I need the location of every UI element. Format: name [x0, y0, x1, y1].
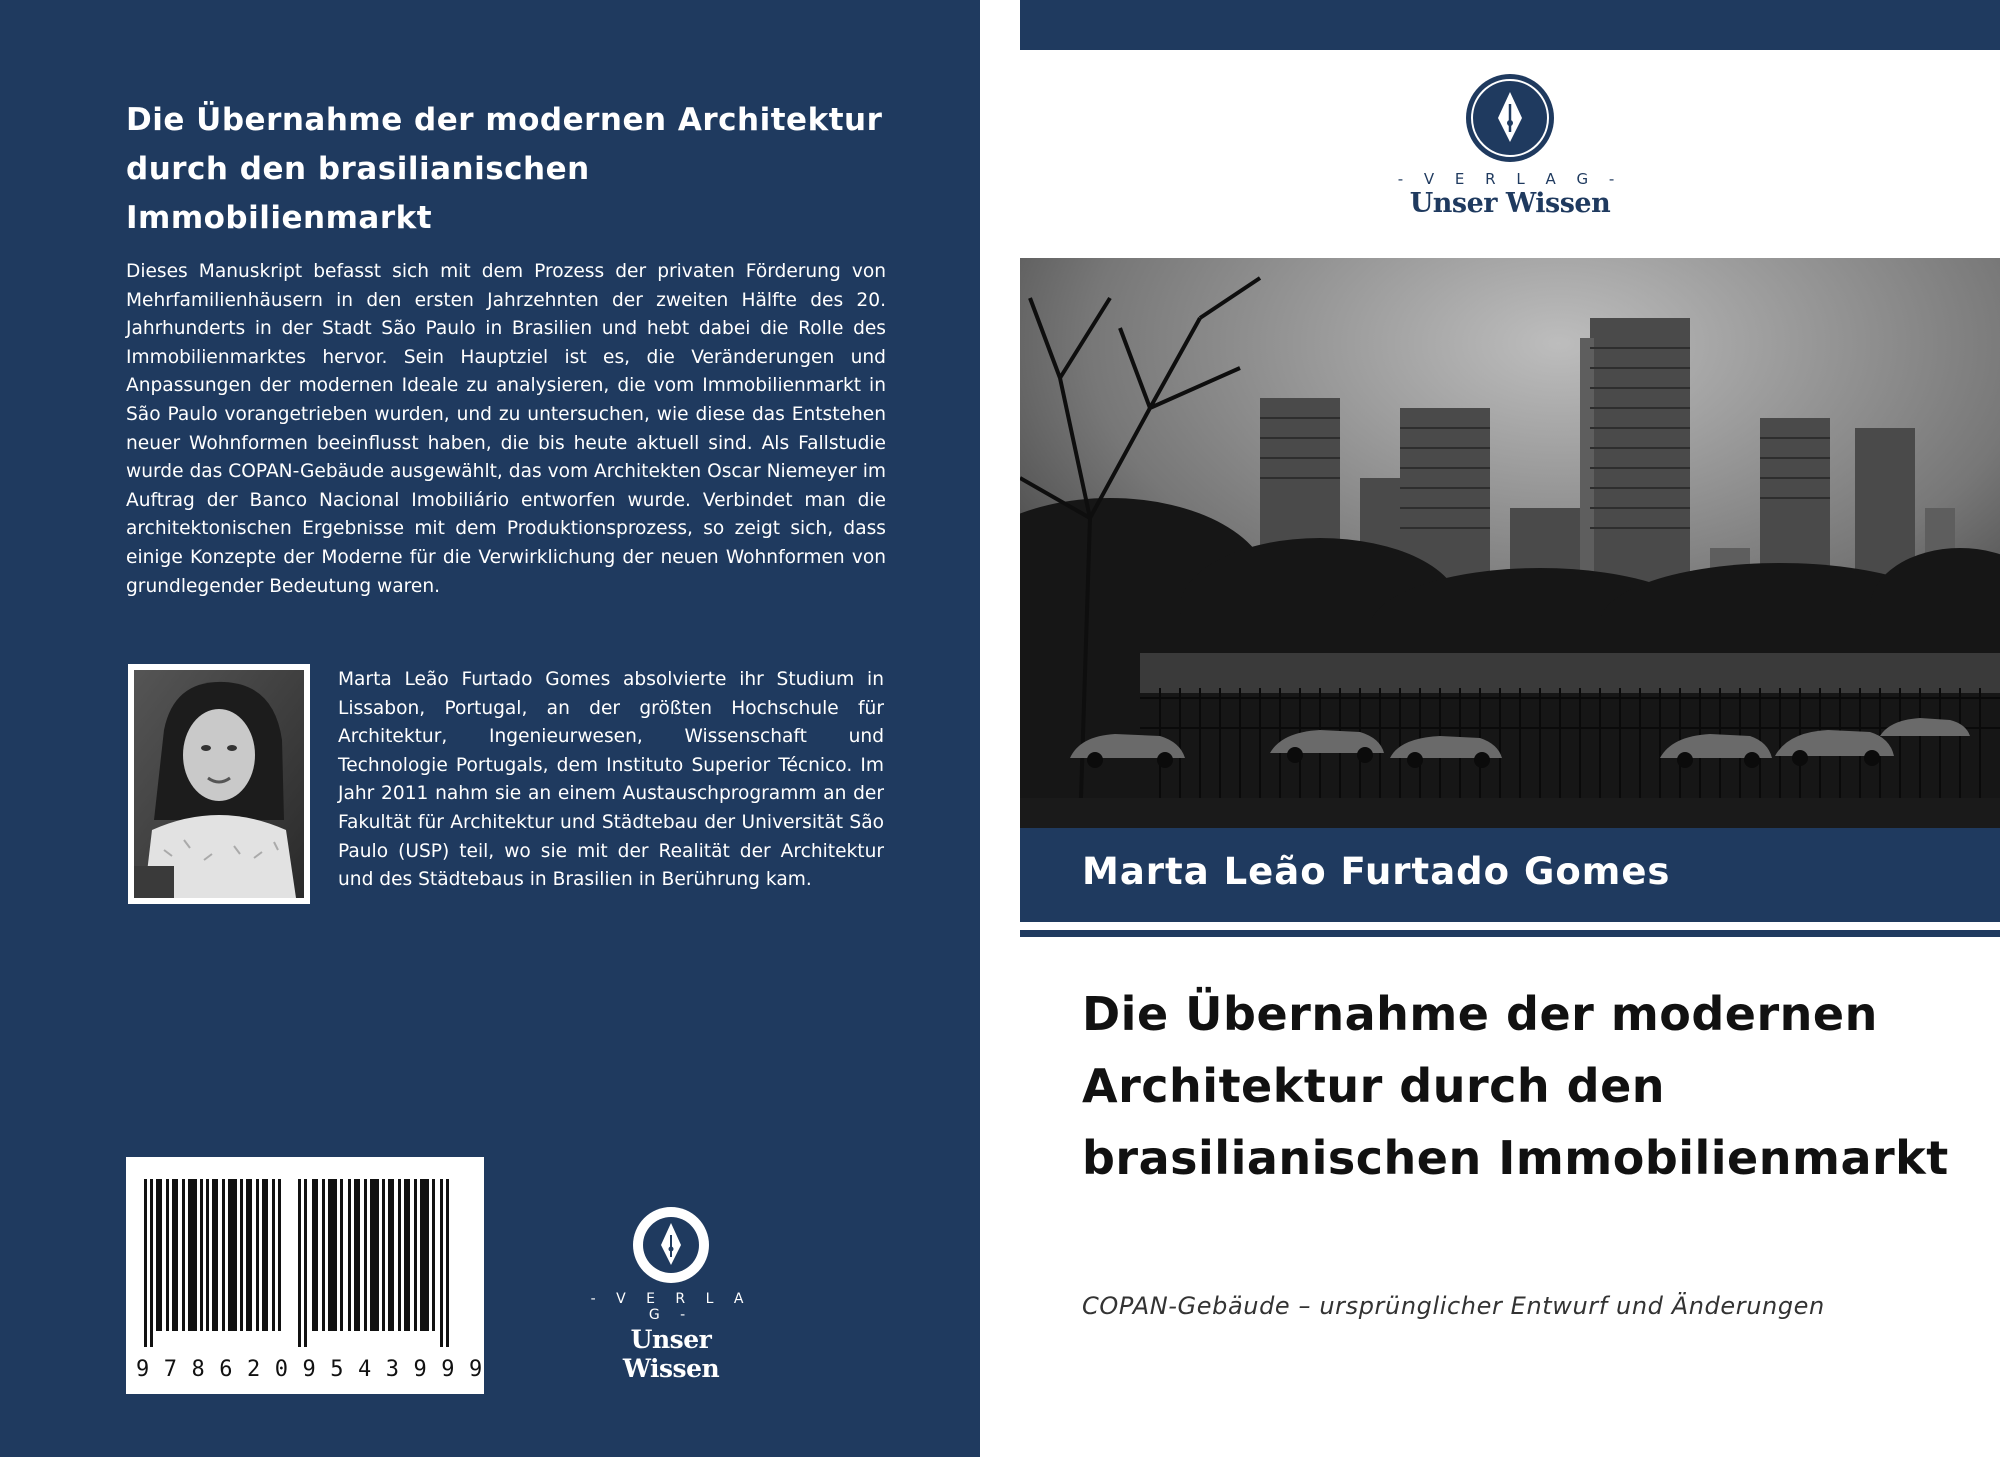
publisher-logo-front — [1380, 72, 1640, 219]
fountain-pen-nib-icon — [1464, 72, 1556, 164]
back-cover-blurb: Dieses Manuskript befasst sich mit dem Prozess der privaten Förderung von Mehrfamilienhäusern in den ersten Jahrzehnten der zweiten Hälfte des 20. Jahrhunderts in der Stadt São Paulo in Brasilien und hebt dabei die Rolle des Immobilienmarktes hervor. Sein Hauptziel ist es, die Veränderungen und Anpassungen der modernen Ideale zu analysieren, die vom Immobilienmarkt in São Paulo vorangetrieben wurden, und zu untersuchen, wie diese das Entstehen neuer Wohnformen beeinflusst haben, die bis heute aktuell sind. Als Fallstudie wurde das COPAN-Gebäude ausgewählt, das vom Architekten Oscar Niemeyer im Auftrag der Banco Nacional Imobiliário entworfen wurde. Verbindet man die architektonischen Ergebnisse mit dem Produktionsprozess, so zeigt sich, dass einige Konzepte der Moderne für die Verwirklichung der neuen Wohnformen von grundlegender Bedeutung waren. — [126, 261, 886, 597]
cover-photo-skyline — [1020, 258, 2000, 828]
fountain-pen-nib-icon — [631, 1205, 711, 1285]
front-cover — [1020, 0, 2000, 1457]
author-band — [1020, 828, 2000, 922]
front-top-band — [1020, 0, 2000, 50]
publisher-logo-back — [583, 1205, 759, 1383]
divider-rule — [1020, 930, 2000, 937]
publisher-name: Unser Wissen — [1409, 188, 1611, 219]
isbn-barcode — [126, 1157, 497, 1394]
publisher-verlag-label: - V E R L A G - — [590, 1291, 752, 1323]
author-bio: Marta Leão Furtado Gomes absolvierte ihr Studium in Lissabon, Portugal, an der größten Hochschule für Architektur, Ingenieurwesen, Wissenschaft und Technologie Portugals, dem Instituto Superior Técnico. Im Jahr 2011 nahm sie an einem Austauschprogramm an der Fakultät für Architektur und Städtebau der Universität São Paulo (USP) teil, wo sie mit der Realität der Architektur und des Städtebaus in Brasilien in Berührung kam. — [338, 669, 884, 891]
cover-gap — [980, 0, 1020, 1457]
isbn-digits: 9786209543999 — [136, 1357, 497, 1382]
back-cover — [0, 0, 980, 1457]
publisher-verlag-label: - V E R L A G - — [1397, 170, 1623, 188]
author-name: Marta Leão Furtado Gomes — [1082, 850, 1671, 893]
back-cover-title: Die Übernahme der modernen Architektur durch den brasilianischen Immobilienmarkt — [126, 102, 883, 236]
front-cover-title: Die Übernahme der modernen Architektur durch den brasilianischen Immobilienmarkt — [1082, 987, 1949, 1185]
author-photo — [128, 664, 310, 904]
front-cover-subtitle: COPAN-Gebäude – ursprünglicher Entwurf und Änderungen — [1082, 1292, 1825, 1320]
publisher-name: Unser Wissen — [622, 1325, 720, 1383]
